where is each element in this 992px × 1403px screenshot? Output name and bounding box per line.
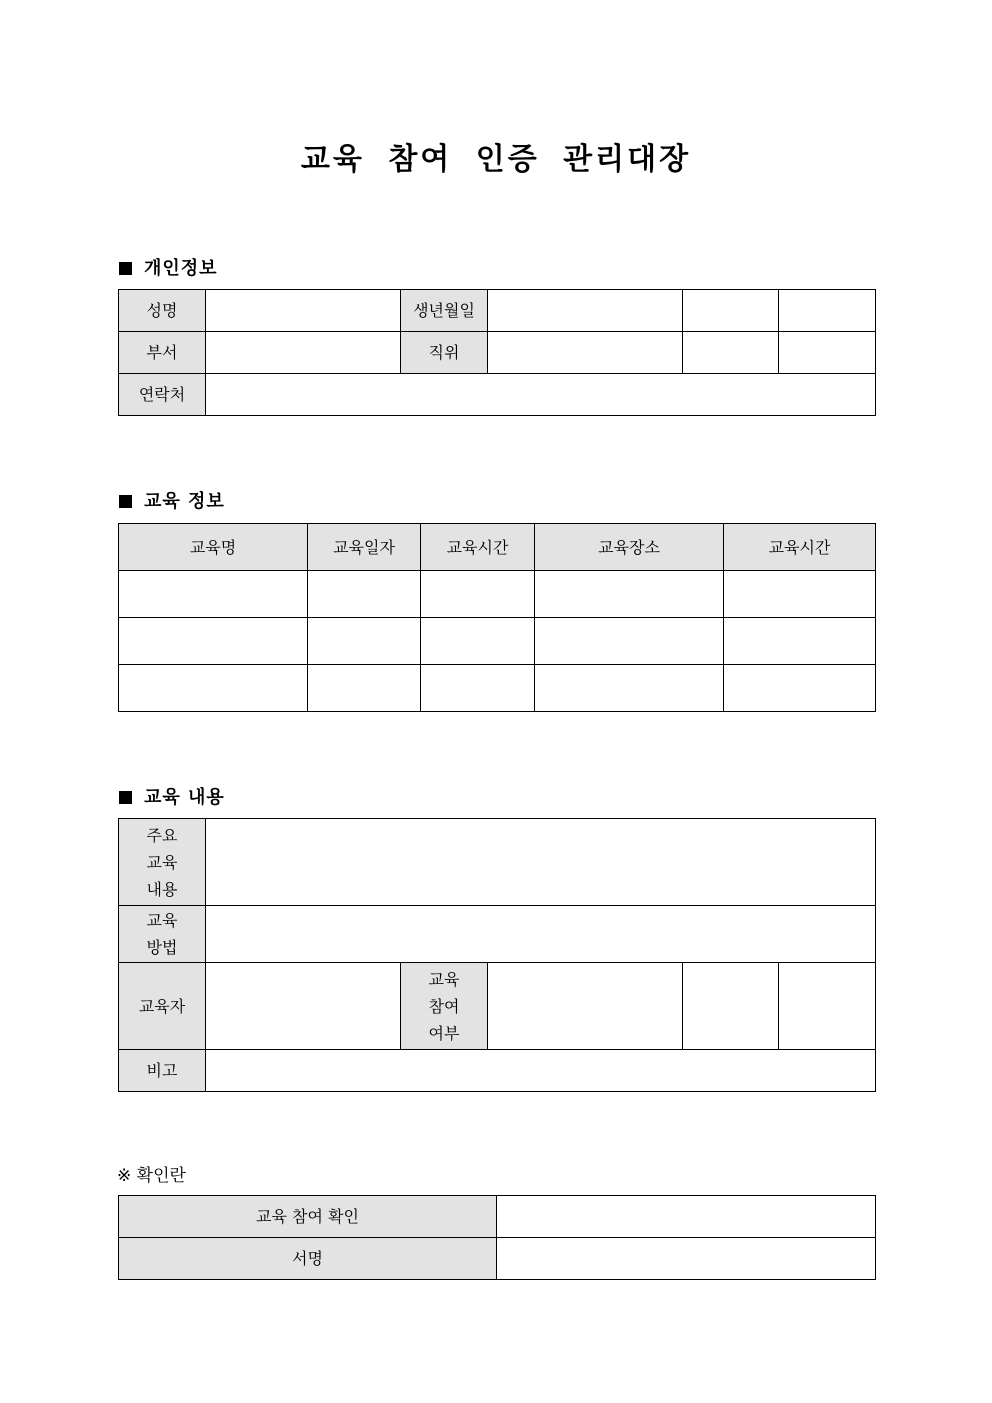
instructor-label: 교육자 — [119, 963, 206, 1050]
table-cell[interactable] — [421, 571, 535, 618]
black-square-icon — [119, 791, 132, 804]
dept-field[interactable] — [206, 332, 401, 374]
section-edu-info-heading — [119, 487, 225, 513]
confirm-label: 교육 참여 확인 — [119, 1196, 497, 1238]
column-header: 교육장소 — [535, 524, 724, 571]
birth-label: 생년월일 — [401, 290, 488, 332]
section-personal-heading — [119, 254, 218, 280]
confirm-field[interactable] — [497, 1196, 876, 1238]
main-content-field[interactable] — [206, 819, 876, 906]
section-personal-label: 개인정보 — [144, 258, 218, 279]
column-header: 교육시간 — [724, 524, 876, 571]
column-header: 교육시간 — [421, 524, 535, 571]
table-cell[interactable] — [119, 618, 308, 665]
table-row — [119, 963, 876, 1050]
contact-label: 연락처 — [119, 374, 206, 416]
confirmation-table — [118, 1195, 876, 1280]
main-content-label: 주요 교육 내용 — [119, 819, 206, 906]
table-cell[interactable] — [421, 665, 535, 712]
table-cell[interactable] — [535, 665, 724, 712]
table-cell[interactable] — [724, 618, 876, 665]
section-edu-content-heading — [119, 783, 225, 809]
remarks-label: 비고 — [119, 1050, 206, 1092]
table-cell[interactable] — [119, 571, 308, 618]
table-cell[interactable] — [421, 618, 535, 665]
table-cell[interactable] — [724, 665, 876, 712]
education-content-table — [118, 818, 876, 1092]
dept-label: 부서 — [119, 332, 206, 374]
signature-field[interactable] — [497, 1238, 876, 1280]
birth-field[interactable] — [488, 290, 683, 332]
confirmation-note: ※ 확인란 — [117, 1166, 186, 1186]
table-row — [119, 1196, 876, 1238]
table-row — [119, 906, 876, 963]
table-cell[interactable] — [724, 571, 876, 618]
table-row — [119, 1050, 876, 1092]
instructor-field[interactable] — [206, 963, 401, 1050]
table-row — [119, 1238, 876, 1280]
table-cell[interactable] — [308, 665, 421, 712]
table-cell[interactable] — [308, 571, 421, 618]
table-row — [119, 571, 876, 618]
extra-field[interactable] — [779, 963, 876, 1050]
page-title: 교육 참여 인증 관리대장 — [300, 142, 692, 177]
contact-field[interactable] — [206, 374, 876, 416]
extra-field[interactable] — [779, 290, 876, 332]
remarks-field[interactable] — [206, 1050, 876, 1092]
table-row — [119, 374, 876, 416]
table-row — [119, 665, 876, 712]
method-field[interactable] — [206, 906, 876, 963]
black-square-icon — [119, 495, 132, 508]
signature-label: 서명 — [119, 1238, 497, 1280]
extra-field[interactable] — [683, 963, 779, 1050]
participation-field[interactable] — [488, 963, 683, 1050]
extra-field[interactable] — [779, 332, 876, 374]
name-label: 성명 — [119, 290, 206, 332]
table-row — [119, 819, 876, 906]
column-header: 교육명 — [119, 524, 308, 571]
section-edu-content-label: 교육 내용 — [144, 787, 225, 808]
table-cell[interactable] — [308, 618, 421, 665]
table-cell[interactable] — [535, 571, 724, 618]
table-cell[interactable] — [119, 665, 308, 712]
extra-field[interactable] — [683, 332, 779, 374]
extra-field[interactable] — [683, 290, 779, 332]
position-field[interactable] — [488, 332, 683, 374]
personal-info-table — [118, 289, 876, 416]
table-row — [119, 290, 876, 332]
section-edu-info-label: 교육 정보 — [144, 491, 225, 512]
name-field[interactable] — [206, 290, 401, 332]
table-header-row — [119, 524, 876, 571]
table-row — [119, 332, 876, 374]
column-header: 교육일자 — [308, 524, 421, 571]
table-row — [119, 618, 876, 665]
position-label: 직위 — [401, 332, 488, 374]
education-info-table — [118, 523, 876, 712]
method-label: 교육 방법 — [119, 906, 206, 963]
participation-label: 교육 참여 여부 — [401, 963, 488, 1050]
table-cell[interactable] — [535, 618, 724, 665]
black-square-icon — [119, 262, 132, 275]
